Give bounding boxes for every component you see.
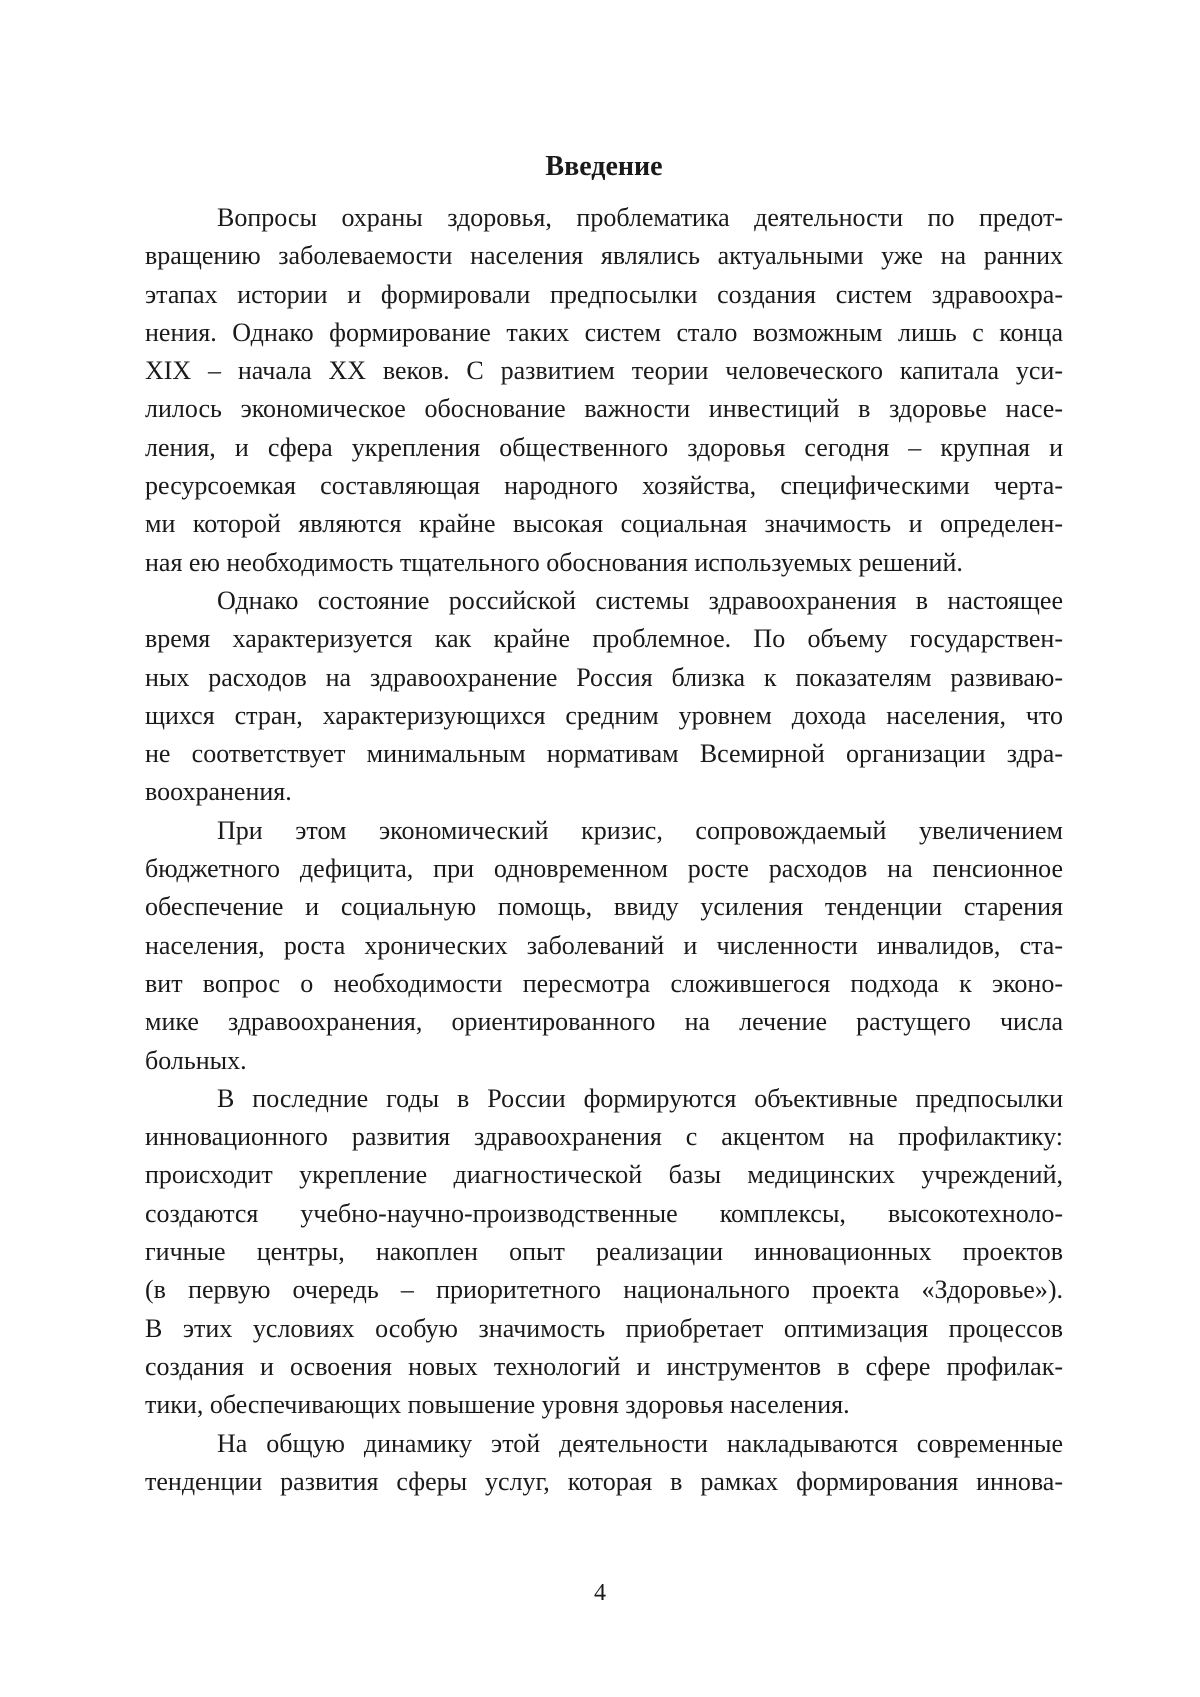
text-line: ная ею необходимость тщательного обоснования используемых решений. <box>145 547 963 577</box>
paragraph <box>145 1080 1063 1425</box>
text-line: Однако состояние российской системы здравоохранения в настоящее <box>217 585 1063 615</box>
text-line: (в первую очередь – приоритетного национального проекта «Здоровье»). <box>145 1275 1063 1305</box>
paragraph <box>145 812 1063 1080</box>
text-line: лилось экономическое обоснование важности инвестиций в здоровье насе- <box>145 394 1063 424</box>
text-line: больных. <box>145 1045 247 1075</box>
text-line: воохранения. <box>145 777 292 807</box>
text-line: ных расходов на здравоохранение Россия близка к показателям развиваю- <box>145 662 1063 692</box>
text-line: ления, и сфера укрепления общественного здоровья сегодня – крупная и <box>145 432 1063 462</box>
text-line: происходит укрепление диагностической базы медицинских учреждений, <box>145 1160 1063 1190</box>
text-line: При этом экономический кризис, сопровождаемый увеличением <box>217 815 1063 845</box>
text-line: нения. Однако формирование таких систем стало возможным лишь с конца <box>145 317 1063 347</box>
text-line: населения, роста хронических заболеваний и численности инвалидов, ста- <box>145 930 1063 960</box>
document-page <box>145 148 1063 1501</box>
paragraph <box>145 1425 1063 1502</box>
text-line: вращению заболеваемости населения являлись актуальными уже на ранних <box>145 241 1063 271</box>
text-line: мике здравоохранения, ориентированного на лечение растущего числа <box>145 1007 1063 1037</box>
text-line: создаются учебно-научно-производственные комплексы, высокотехноло- <box>145 1198 1063 1228</box>
text-line: XIX – начала XX веков. С развитием теории человеческого капитала уси- <box>145 356 1063 386</box>
text-line: бюджетного дефицита, при одновременном росте расходов на пенсионное <box>145 854 1063 884</box>
text-line: тенденции развития сферы услуг, которая в рамках формирования иннова- <box>145 1466 1063 1496</box>
body-text <box>145 199 1063 1501</box>
paragraph <box>145 199 1063 582</box>
text-line: тики, обеспечивающих повышение уровня здоровья населения. <box>145 1390 850 1420</box>
text-line: гичные центры, накоплен опыт реализации инновационных проектов <box>145 1237 1063 1267</box>
page-number: 4 <box>594 1580 606 1606</box>
text-line: этапах истории и формировали предпосылки создания систем здравоохра- <box>145 279 1063 309</box>
text-line: обеспечение и социальную помощь, ввиду усиления тенденции старения <box>145 892 1063 922</box>
text-line: инновационного развития здравоохранения с акцентом на профилактику: <box>145 1122 1063 1152</box>
text-line: создания и освоения новых технологий и инструментов в сфере профилак- <box>145 1351 1063 1381</box>
page-title: Введение <box>545 151 663 182</box>
text-line: В последние годы в России формируются объективные предпосылки <box>217 1083 1063 1113</box>
text-line: вит вопрос о необходимости пересмотра сложившегося подхода к эконо- <box>145 968 1063 998</box>
text-line: щихся стран, характеризующихся средним уровнем дохода населения, что <box>145 700 1063 730</box>
text-line: не соответствует минимальным нормативам Всемирной организации здра- <box>145 739 1063 769</box>
text-line: время характеризуется как крайне проблемное. По объему государствен- <box>145 624 1063 654</box>
text-line: ми которой являются крайне высокая социальная значимость и определен- <box>145 509 1063 539</box>
text-line: ресурсоемкая составляющая народного хозяйства, специфическими черта- <box>145 471 1063 501</box>
text-line: В этих условиях особую значимость приобретает оптимизация процессов <box>145 1313 1063 1343</box>
text-line: Вопросы охраны здоровья, проблематика деятельности по предот- <box>217 203 1063 232</box>
paragraph <box>145 582 1063 812</box>
text-line: На общую динамику этой деятельности накладываются современные <box>217 1428 1063 1458</box>
